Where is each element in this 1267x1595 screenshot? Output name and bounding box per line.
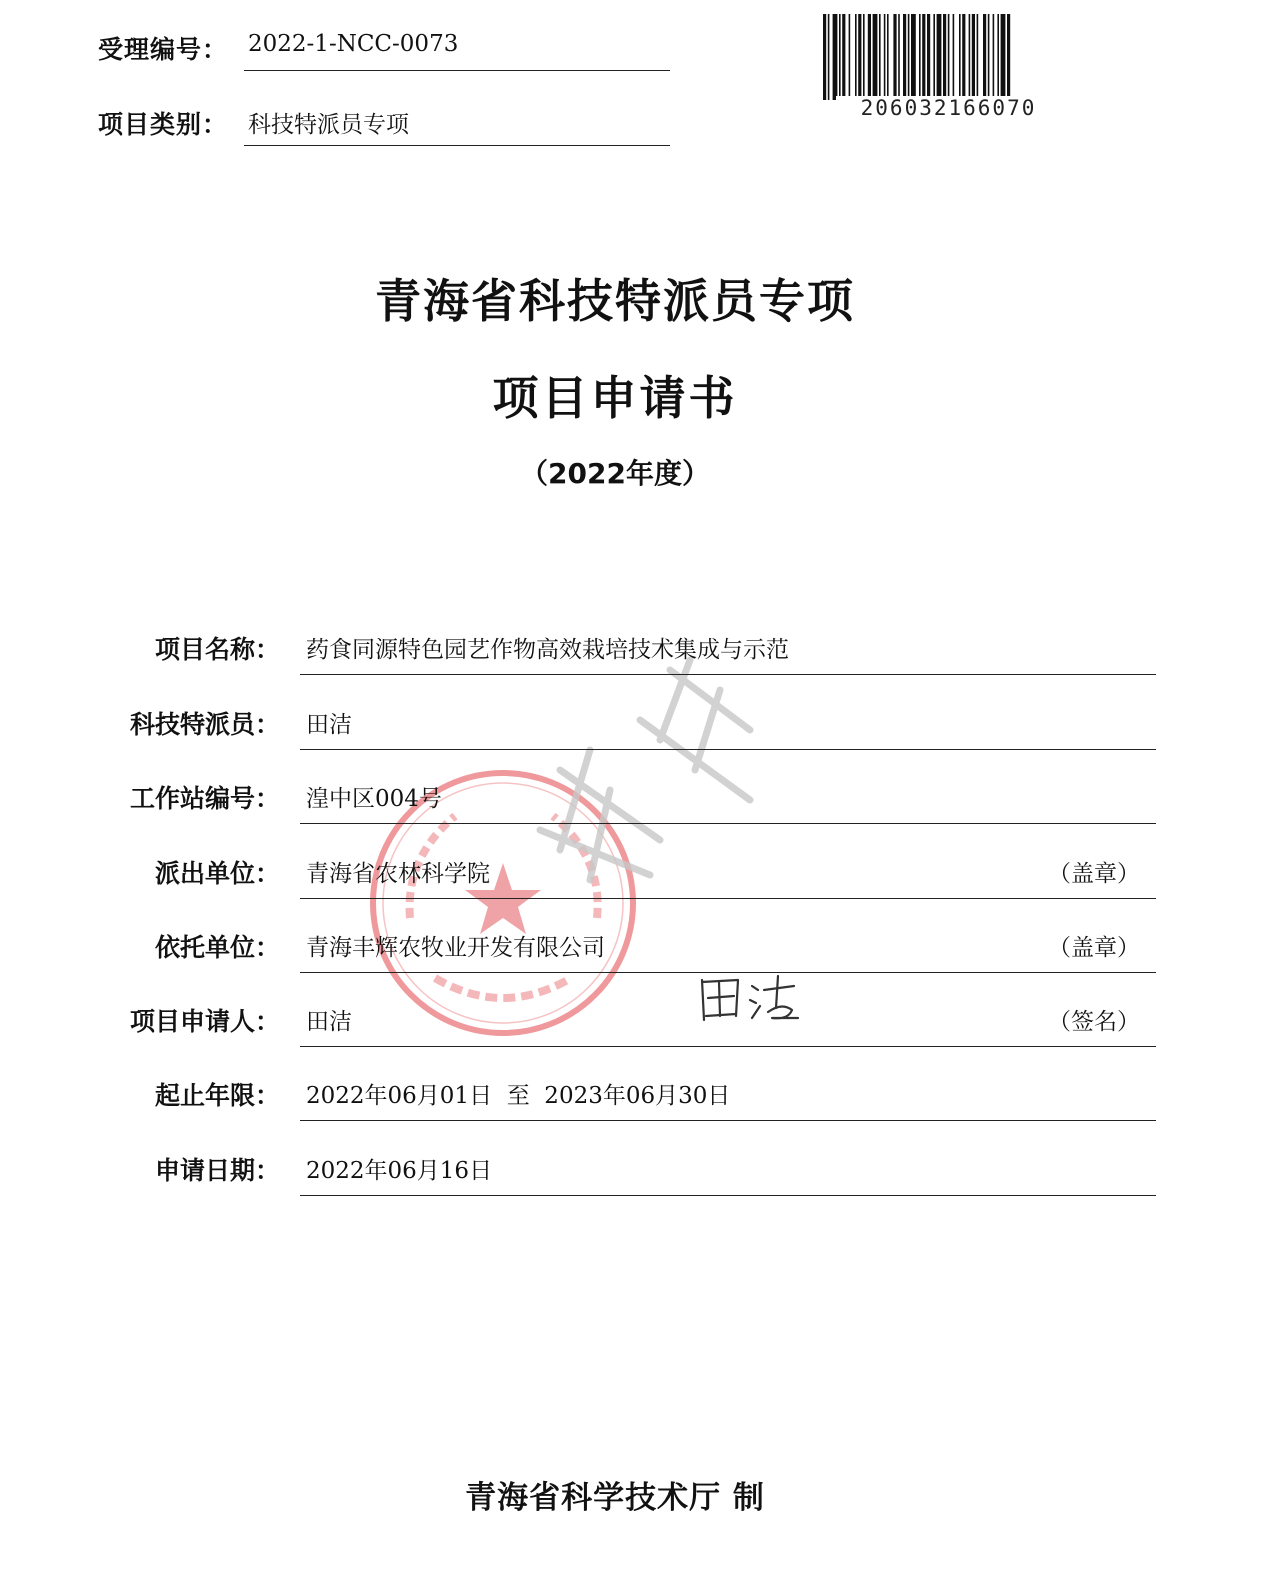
acceptance-number-row — [98, 30, 670, 76]
field-label: 科技特派员： — [129, 710, 280, 739]
field-period — [100, 1068, 1156, 1128]
field-note: （盖章） — [1048, 861, 1140, 887]
field-underline — [300, 898, 1156, 899]
project-category-underline — [244, 145, 670, 146]
field-host-unit — [100, 920, 1156, 980]
field-dispatching-unit — [100, 846, 1156, 906]
barcode-number: 206032166070 — [836, 96, 1061, 120]
document-year: （2022年度） — [520, 457, 710, 490]
field-label: 派出单位： — [154, 859, 280, 888]
field-value: 2022年06月01日 至 2023年06月30日 — [306, 1083, 731, 1109]
field-label: 起止年限： — [154, 1081, 280, 1110]
field-value: 田洁 — [306, 712, 352, 738]
field-label: 工作站编号： — [129, 784, 280, 813]
field-project-name — [100, 622, 1156, 682]
project-category-value: 科技特派员专项 — [248, 112, 409, 138]
field-note: （盖章） — [1048, 935, 1140, 961]
issuer-footer: 青海省科学技术厅 制 — [465, 1480, 765, 1516]
field-application-date — [100, 1143, 1156, 1203]
field-value: 药食同源特色园艺作物高效栽培技术集成与示范 — [306, 637, 789, 663]
field-label: 项目名称： — [154, 635, 280, 664]
field-underline — [300, 1046, 1156, 1047]
field-underline — [300, 1120, 1156, 1121]
acceptance-number-label: 受理编号： — [98, 35, 229, 64]
field-workstation-number — [100, 771, 1156, 831]
field-applicant — [100, 994, 1156, 1054]
field-value: 青海省农林科学院 — [306, 861, 490, 887]
field-value: 湟中区004号 — [306, 786, 442, 812]
acceptance-number-value: 2022-1-NCC-0073 — [248, 31, 459, 57]
field-note: （签名） — [1048, 1009, 1140, 1035]
document-subtitle: 项目申请书 — [492, 371, 738, 425]
field-value: 田洁 — [306, 1009, 352, 1035]
field-label: 申请日期： — [154, 1156, 280, 1185]
field-tech-commissioner — [100, 697, 1156, 757]
acceptance-number-underline — [244, 70, 670, 71]
document-title: 青海省科技特派员专项 — [375, 274, 855, 328]
project-category-row — [98, 105, 670, 151]
handwritten-signature — [692, 968, 812, 1028]
project-category-label: 项目类别： — [98, 110, 229, 139]
field-label: 依托单位： — [154, 933, 280, 962]
field-underline — [300, 674, 1156, 675]
field-value: 2022年06月16日 — [306, 1158, 493, 1184]
field-underline — [300, 823, 1156, 824]
field-value: 青海丰辉农牧业开发有限公司 — [306, 935, 605, 961]
field-underline — [300, 1195, 1156, 1196]
field-label: 项目申请人： — [129, 1007, 280, 1036]
field-underline — [300, 749, 1156, 750]
